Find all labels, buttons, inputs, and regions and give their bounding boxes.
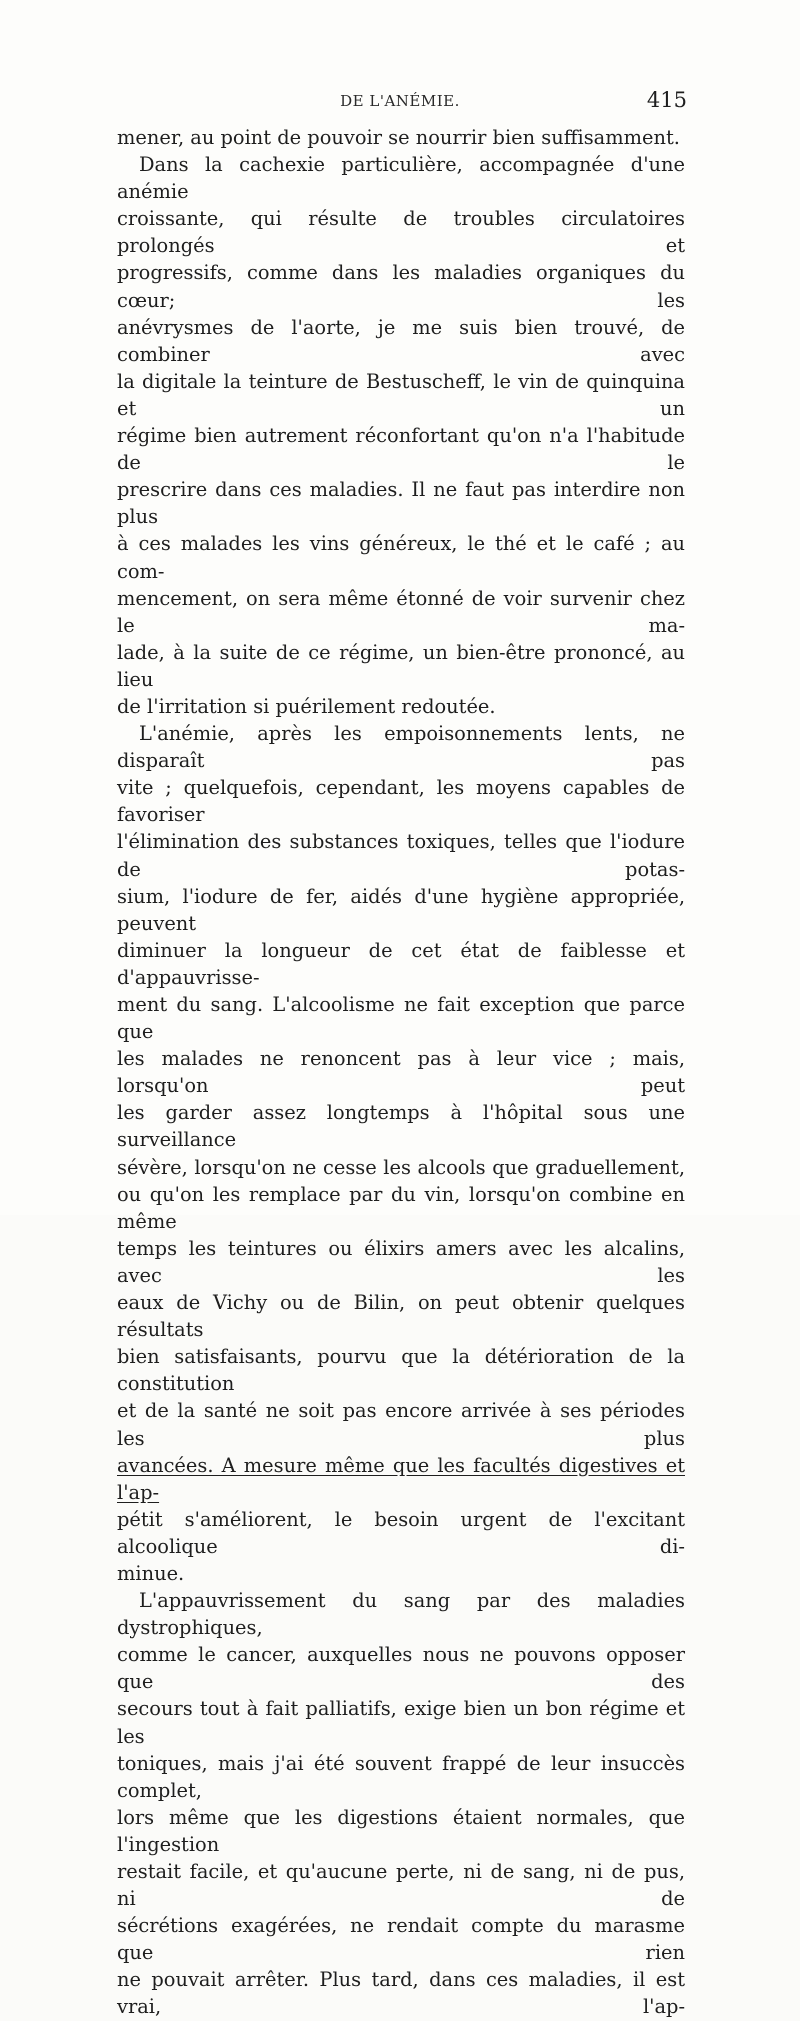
body-text <box>117 124 685 2021</box>
text-line: la digitale la teinture de Bestuscheff, le vin de quinquina et un <box>117 369 685 420</box>
paragraph-cachexie <box>117 151 685 720</box>
text-line: croissante, qui résulte de troubles circulatoires prolongés et <box>117 207 685 258</box>
text-line: et de la santé ne soit pas encore arrivée à ses périodes les plus <box>117 1399 685 1450</box>
text-line: ment du sang. L'alcoolisme ne fait exception que parce que <box>117 993 685 1044</box>
text-line-underlined: avancées. A mesure même que les facultés digestives et l'ap- <box>117 1453 685 1504</box>
text-line: vite ; quelquefois, cependant, les moyens capables de favoriser <box>117 776 685 827</box>
running-title: DE L'ANÉMIE. <box>340 92 460 110</box>
text-line: l'élimination des substances toxiques, telles que l'iodure de potas- <box>117 830 685 881</box>
text-line: lade, à la suite de ce régime, un bien-être prononcé, au lieu <box>117 640 685 691</box>
text-line: diminuer la longueur de cet état de faiblesse et d'appauvrisse- <box>117 938 685 989</box>
text-line: restait facile, et qu'aucune perte, ni de sang, ni de pus, ni de <box>117 1860 685 1911</box>
text-line: sévère, lorsqu'on ne cesse les alcools que graduellement, <box>117 1155 685 1179</box>
text-line: toniques, mais j'ai été souvent frappé de leur insuccès complet, <box>117 1751 685 1802</box>
text-line: L'appauvrissement du sang par des maladies dystrophiques, <box>117 1589 685 1640</box>
paragraph-continuation <box>117 124 685 151</box>
paragraph-dystrophiques <box>117 1587 685 2021</box>
text-line: à ces malades les vins généreux, le thé et le café ; au com- <box>117 532 685 583</box>
text-line: régime bien autrement réconfortant qu'on n'a l'habitude de le <box>117 424 685 475</box>
text-line: bien satisfaisants, pourvu que la détérioration de la constitution <box>117 1345 685 1396</box>
text-line: sécrétions exagérées, ne rendait compte du marasme que rien <box>117 1914 685 1965</box>
text-line: secours tout à fait palliatifs, exige bien un bon régime et les <box>117 1697 685 1748</box>
text-line: mencement, on sera même étonné de voir survenir chez le ma- <box>117 586 685 637</box>
text-line: eaux de Vichy ou de Bilin, on peut obtenir quelques résultats <box>117 1291 685 1342</box>
text-line: mener, au point de pouvoir se nourrir bien suffisamment. <box>117 126 680 149</box>
text-line: ne pouvait arrêter. Plus tard, dans ces maladies, il est vrai, l'ap- <box>117 1968 685 2019</box>
page-number: 415 <box>646 88 687 112</box>
text-line: comme le cancer, auxquelles nous ne pouvons opposer que des <box>117 1643 685 1694</box>
text-line: les garder assez longtemps à l'hôpital sous une surveillance <box>117 1101 685 1152</box>
text-line: prescrire dans ces maladies. Il ne faut pas interdire non plus <box>117 478 685 529</box>
text-line: lors même que les digestions étaient normales, que l'ingestion <box>117 1805 685 1856</box>
paragraph-empoisonnements <box>117 720 685 1587</box>
running-head <box>0 88 800 118</box>
text-line: ou qu'on les remplace par du vin, lorsqu'on combine en même <box>117 1182 685 1233</box>
text-line: pétit s'améliorent, le besoin urgent de l'excitant alcoolique di- <box>117 1507 685 1558</box>
text-line: L'anémie, après les empoisonnements lents, ne disparaît pas <box>117 722 685 773</box>
text-line: de l'irritation si puérilement redoutée. <box>117 694 496 718</box>
text-line: Dans la cachexie particulière, accompagnée d'une anémie <box>117 153 685 204</box>
text-line: temps les teintures ou élixirs amers avec les alcalins, avec les <box>117 1236 685 1287</box>
text-line: anévrysmes de l'aorte, je me suis bien trouvé, de combiner avec <box>117 315 685 366</box>
text-line: sium, l'iodure de fer, aidés d'une hygiène appropriée, peuvent <box>117 884 685 935</box>
text-line: progressifs, comme dans les maladies organiques du cœur; les <box>117 261 685 312</box>
text-line: les malades ne renoncent pas à leur vice ; mais, lorsqu'on peut <box>117 1047 685 1098</box>
text-line: minue. <box>117 1561 185 1585</box>
